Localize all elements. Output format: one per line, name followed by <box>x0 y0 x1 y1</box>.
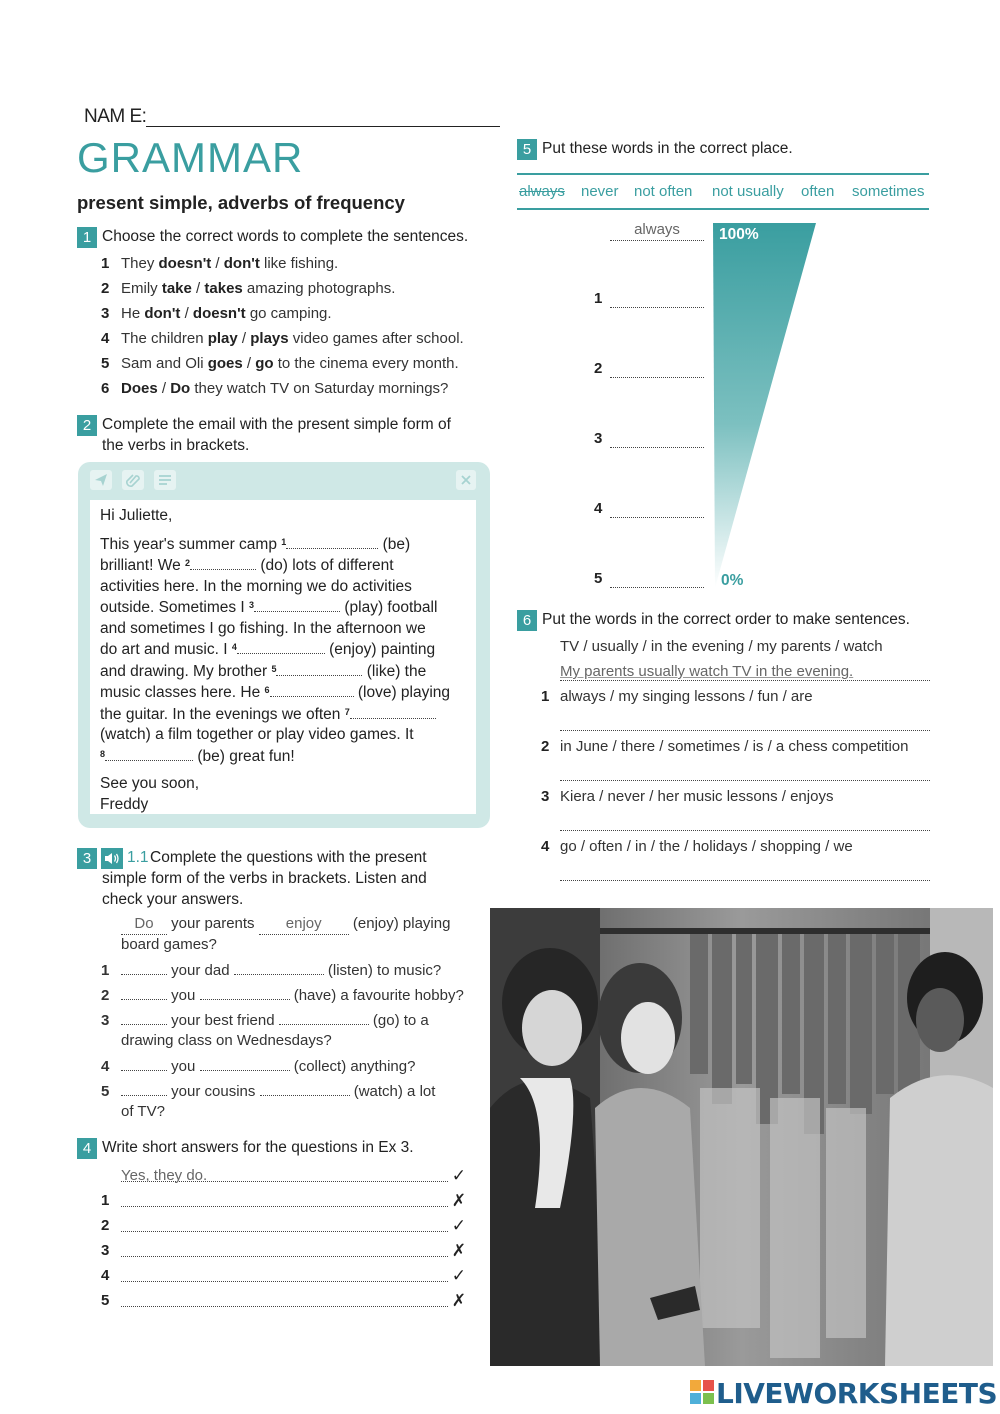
ex1-item: 3 He don't / doesn't go camping. <box>101 305 332 322</box>
word-box <box>517 173 929 210</box>
answer-line[interactable] <box>121 1281 448 1282</box>
answer-line[interactable] <box>560 880 930 881</box>
ex1-instruction: Choose the correct words to complete the sentences. <box>102 228 469 245</box>
liveworksheets-logo <box>690 1377 998 1410</box>
scale-example: always <box>610 221 704 241</box>
name-label: NAM E: <box>84 106 147 127</box>
answer-line[interactable] <box>610 307 704 308</box>
email-window <box>78 462 490 828</box>
ex6-item: 4 go / often / in / the / holidays / shopping / we <box>541 836 930 886</box>
answer-blank[interactable] <box>121 1010 167 1025</box>
ex5-number: 5 <box>517 139 537 160</box>
answer-blank[interactable] <box>254 597 340 612</box>
option[interactable]: Do <box>170 380 191 397</box>
email-signoff: See you soon, <box>100 775 200 792</box>
answer-blank[interactable] <box>200 985 290 1000</box>
check-mark: ✓ <box>451 1266 466 1285</box>
ex5-instruction: Put these words in the correct place. <box>542 140 793 157</box>
answer-line[interactable] <box>121 1306 448 1307</box>
cross-mark: ✗ <box>451 1241 466 1260</box>
scale-bottom-label: 0% <box>721 572 744 589</box>
answer-blank[interactable] <box>190 555 256 570</box>
option[interactable]: don't <box>144 305 181 322</box>
answer-blank[interactable] <box>105 746 193 761</box>
format-icon[interactable] <box>154 470 176 490</box>
email-line: and drawing. My brother $^5$ (like) the <box>100 662 427 680</box>
check-mark: ✓ <box>451 1216 466 1235</box>
send-icon[interactable] <box>90 470 112 490</box>
page-subtitle: present simple, adverbs of frequency <box>77 192 405 213</box>
option[interactable]: don't <box>223 255 260 272</box>
answer-blank[interactable] <box>270 682 354 697</box>
answer-line[interactable] <box>121 1231 448 1232</box>
ex2-instruction-line1: Complete the email with the present simple form of <box>102 416 451 433</box>
answer-blank[interactable] <box>260 1081 350 1096</box>
word-always: always <box>519 183 565 200</box>
word-sometimes[interactable]: sometimes <box>852 183 925 200</box>
answer-blank[interactable] <box>276 661 362 676</box>
answer-line[interactable] <box>121 1206 448 1207</box>
ex6-number: 6 <box>517 610 537 631</box>
audio-icon[interactable] <box>101 848 123 869</box>
answer-blank[interactable] <box>237 639 325 654</box>
answer-blank[interactable] <box>121 1056 167 1071</box>
answer-line[interactable] <box>560 780 930 781</box>
scale-row: 1 <box>594 290 704 310</box>
close-icon[interactable] <box>456 470 476 490</box>
email-line: (watch) a film together or play video games. It <box>100 726 414 743</box>
ex3-item: 4 you (collect) anything? <box>101 1058 416 1075</box>
email-line: brilliant! We $^2$ (do) lots of different <box>100 557 394 574</box>
prompt: always / my singing lessons / fun / are <box>560 688 813 705</box>
ex6-example <box>541 636 930 686</box>
ex6-item: 2 in June / there / sometimes / is / a chess competition <box>541 736 930 786</box>
option[interactable]: doesn't <box>192 305 246 322</box>
word-not-often[interactable]: not often <box>634 183 693 200</box>
ex3-item: 1 your dad (listen) to music? <box>101 962 442 979</box>
answer-line[interactable] <box>560 730 930 731</box>
email-line: activities here. In the morning we do activities <box>100 577 412 595</box>
prompt: Kiera / never / her music lessons / enjoys <box>560 788 834 805</box>
option[interactable]: doesn't <box>158 255 212 272</box>
answer-line[interactable] <box>560 830 930 831</box>
cross-mark: ✗ <box>451 1291 466 1310</box>
option[interactable]: go <box>255 355 274 372</box>
ex4-heading <box>77 1138 497 1160</box>
check-mark: ✓ <box>451 1166 466 1185</box>
email-body <box>90 500 476 814</box>
ex3-heading <box>77 848 497 912</box>
answer-blank[interactable] <box>200 1056 290 1071</box>
answer-line[interactable] <box>610 447 704 448</box>
ex1-number: 1 <box>77 227 97 248</box>
ex4-example <box>101 1163 466 1188</box>
ex4-item: 4 ✓ <box>101 1263 466 1288</box>
email-line: This year's summer camp $^1$ (be) <box>100 535 411 553</box>
logo-mark <box>690 1380 714 1404</box>
ex3-list <box>101 914 464 1127</box>
email-toolbar <box>90 470 480 490</box>
example-answer: enjoy <box>259 914 349 935</box>
email-line: do art and music. I $^4$ (enjoy) painting <box>100 641 436 658</box>
frequency-wedge <box>710 222 820 592</box>
answer-blank[interactable] <box>121 985 167 1000</box>
scale-top-label: 100% <box>719 226 759 243</box>
ex1-list <box>101 251 464 401</box>
email-greeting: Hi Juliette, <box>100 507 173 524</box>
ex6-item: 1 always / my singing lessons / fun / are <box>541 686 930 736</box>
photo-girls-shopping <box>490 908 993 1366</box>
ex1-item: 4 The children play / plays video games after school. <box>101 330 464 347</box>
option[interactable]: take <box>161 280 192 297</box>
email-line: $^8$ (be) great fun! <box>100 747 295 765</box>
ex4-item: 2 ✓ <box>101 1213 466 1238</box>
ex6-list <box>541 636 930 886</box>
answer-blank[interactable] <box>350 704 436 719</box>
answer-line[interactable] <box>121 1256 448 1257</box>
ex2-heading <box>77 415 497 459</box>
scale-row: 2 <box>594 360 704 380</box>
ex4-item: 1 ✗ <box>101 1188 466 1213</box>
ex2-number: 2 <box>77 415 97 436</box>
example-answer: Yes, they do. <box>121 1167 208 1184</box>
logo-text: LIVEWORKSHEETS <box>716 1377 998 1410</box>
answer-line[interactable] <box>610 517 704 518</box>
ex4-instruction: Write short answers for the questions in Ex 3. <box>102 1139 414 1156</box>
ex2-instruction-line2: the verbs in brackets. <box>102 437 250 454</box>
email-line: the guitar. In the evenings we often $^7$ <box>100 704 476 726</box>
scale-row: 4 <box>594 500 704 520</box>
attach-icon[interactable] <box>122 470 144 490</box>
ex4-item: 3 ✗ <box>101 1238 466 1263</box>
ex3-instruction-line3: check your answers. <box>102 891 244 908</box>
option[interactable]: takes <box>204 280 243 297</box>
email-line: outside. Sometimes I $^3$ (play) football <box>100 599 438 616</box>
page-title: GRAMMAR <box>77 134 304 181</box>
word-never[interactable]: never <box>581 183 619 200</box>
ex3-instruction-line1: Complete the questions with the present <box>150 849 427 866</box>
ex3-instruction-line2: simple form of the verbs in brackets. Listen and <box>102 870 427 887</box>
answer-blank[interactable] <box>286 534 378 549</box>
ex3-example: Do your parents enjoy (enjoy) playing board games? <box>121 915 451 953</box>
email-line: music classes here. He $^6$ (love) playing <box>100 684 451 701</box>
answer-line[interactable] <box>610 587 704 588</box>
track-number: 1.1 <box>127 849 149 866</box>
ex1-item: 2 Emily take / takes amazing photographs. <box>101 280 396 297</box>
answer-blank[interactable] <box>121 960 167 975</box>
ex3-item: 5 your cousins (watch) a lot of TV? <box>101 1083 436 1120</box>
ex1-item: 1 They doesn't / don't like fishing. <box>101 255 339 272</box>
email-signature: Freddy <box>100 795 149 813</box>
option[interactable]: goes <box>207 355 243 372</box>
example-answer: My parents usually watch TV in the evening. <box>560 663 854 680</box>
example-answer: Do <box>121 914 167 935</box>
scale-row: 3 <box>594 430 704 450</box>
ex6-item: 3 Kiera / never / her music lessons / enjoys <box>541 786 930 836</box>
cross-mark: ✗ <box>451 1191 466 1210</box>
example-prompt: TV / usually / in the evening / my parents / watch <box>560 638 883 655</box>
ex3-item: 3 your best friend (go) to a drawing class on Wednesdays? <box>101 1012 429 1049</box>
ex5-heading <box>517 139 937 161</box>
name-input-line[interactable] <box>146 126 500 127</box>
answer-blank[interactable] <box>121 1081 167 1096</box>
answer-blank[interactable] <box>279 1010 369 1025</box>
answer-blank[interactable] <box>234 960 324 975</box>
ex1-item: 6 Does / Do they watch TV on Saturday mornings? <box>101 380 449 397</box>
ex4-item: 5 ✗ <box>101 1288 466 1313</box>
ex1-heading <box>77 227 497 249</box>
word-not-usually[interactable]: not usually <box>712 183 784 200</box>
option[interactable]: play <box>207 330 238 347</box>
ex6-heading <box>517 610 947 632</box>
ex3-number: 3 <box>77 848 97 869</box>
ex3-item: 2 you (have) a favourite hobby? <box>101 987 464 1004</box>
ex6-instruction: Put the words in the correct order to make sentences. <box>542 611 910 628</box>
ex4-number: 4 <box>77 1138 97 1159</box>
prompt: go / often / in / the / holidays / shopping / we <box>560 838 853 855</box>
option[interactable]: Does <box>121 380 158 397</box>
option[interactable]: plays <box>250 330 289 347</box>
ex4-list <box>101 1163 466 1313</box>
scale-row: 5 <box>594 570 704 590</box>
email-line: and sometimes I go fishing. In the afternoon we <box>100 619 426 637</box>
answer-line[interactable] <box>610 377 704 378</box>
ex1-item: 5 Sam and Oli goes / go to the cinema every month. <box>101 355 459 372</box>
prompt: in June / there / sometimes / is / a chess competition <box>560 738 909 755</box>
word-often[interactable]: often <box>801 183 835 200</box>
